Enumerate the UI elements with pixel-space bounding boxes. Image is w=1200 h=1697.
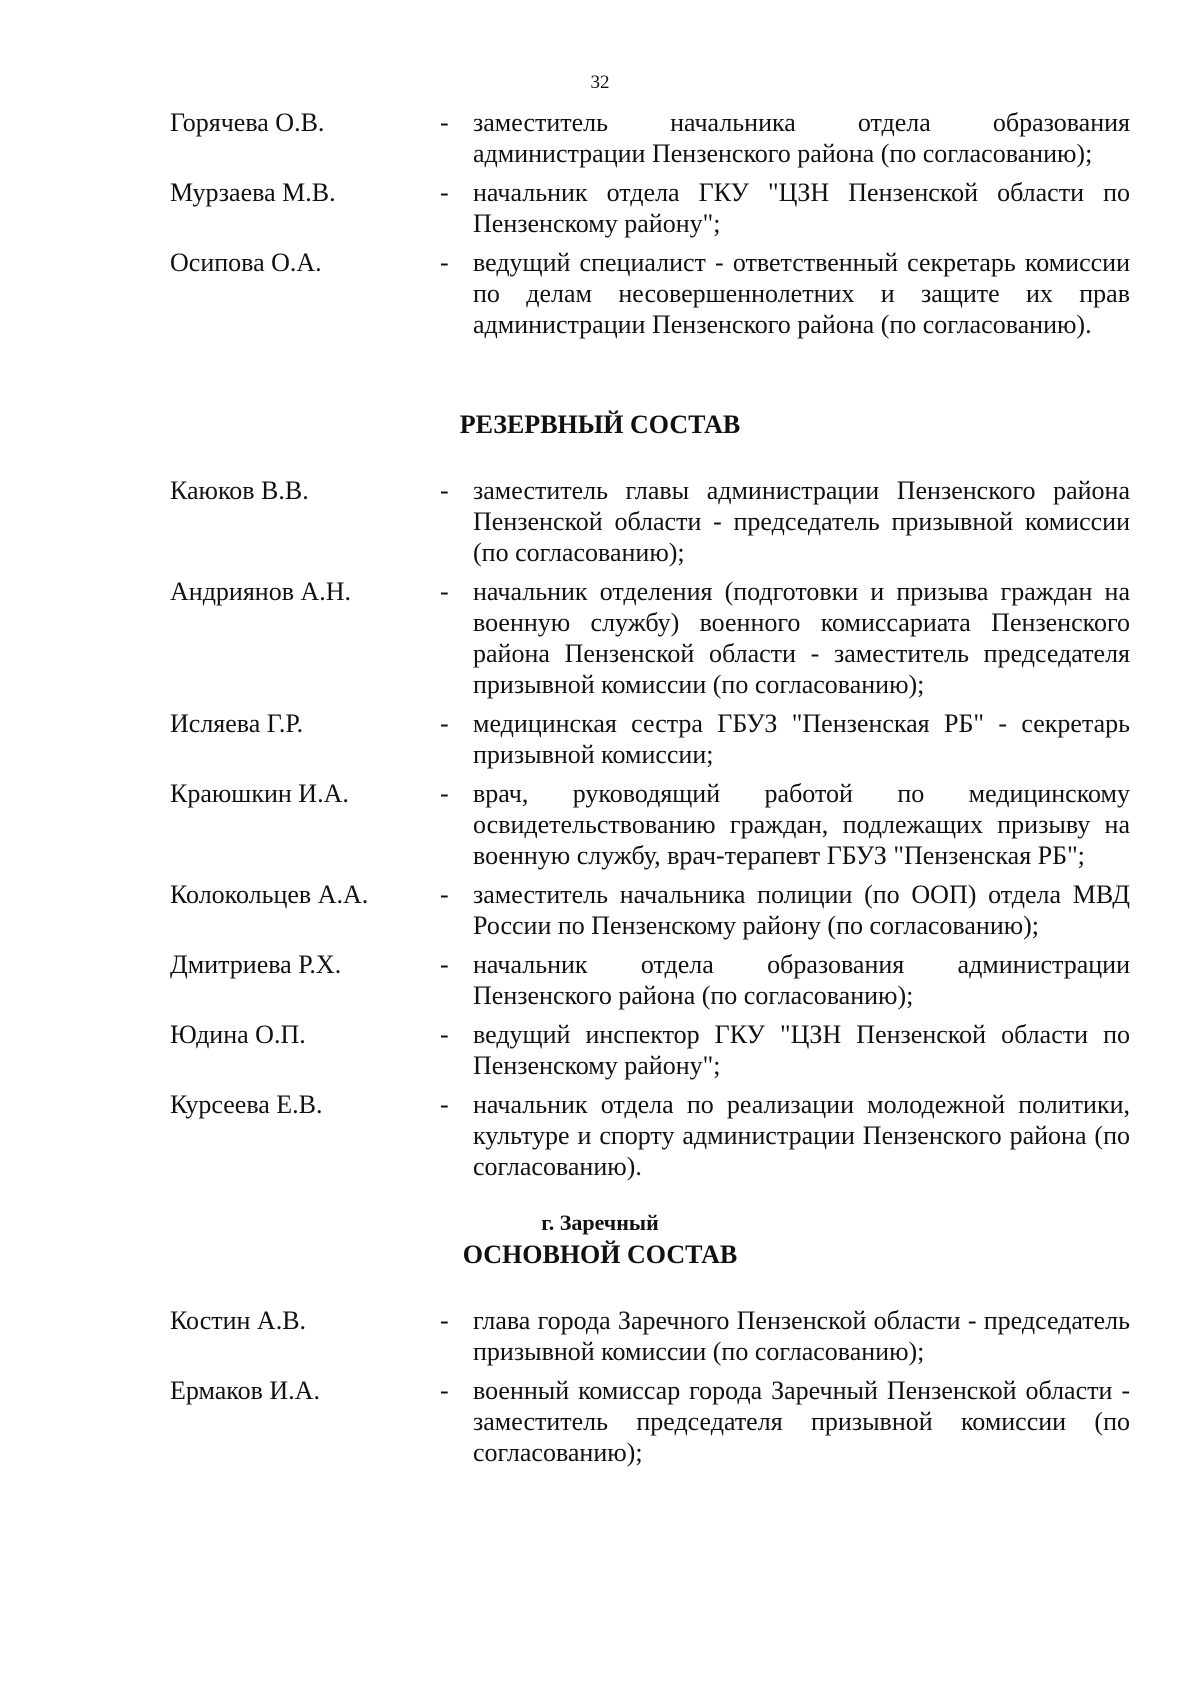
member-role: начальник отдела образования администрации Пензенского района (по согласованию); bbox=[473, 950, 1130, 1010]
dash: - bbox=[440, 178, 449, 207]
dash: - bbox=[440, 709, 449, 738]
member-role: ведущий специалист - ответственный секретарь комиссии по делам несовершеннолетних и защите их прав администрации Пензенского района (по согласованию). bbox=[473, 248, 1130, 339]
dash: - bbox=[440, 1376, 449, 1405]
member-role: глава города Заречного Пензенской области - председатель призывной комиссии (по согласованию); bbox=[473, 1306, 1130, 1366]
member-role: начальник отдела по реализации молодежной политики, культуре и спорту администрации Пензенского района (по согласованию). bbox=[473, 1090, 1130, 1181]
member-role: заместитель начальника отдела образования администрации Пензенского района (по согласованию); bbox=[473, 108, 1130, 168]
list-item bbox=[0, 576, 1200, 700]
member-name: Курсеева Е.В. bbox=[170, 1090, 323, 1119]
list-item bbox=[0, 708, 1200, 770]
member-name: Андриянов А.Н. bbox=[170, 577, 352, 606]
section-subheading-city: г. Заречный bbox=[541, 1210, 659, 1235]
member-role: военный комиссар города Заречный Пензенской области - заместитель председателя призывной комиссии (по согласованию); bbox=[473, 1376, 1130, 1467]
list-item bbox=[0, 107, 1200, 169]
member-name: Осипова О.А. bbox=[170, 248, 322, 277]
member-name: Горячева О.В. bbox=[170, 108, 325, 137]
member-role: начальник отделения (подготовки и призыва граждан на военную службу) военного комиссариата Пензенского района Пензенской области - заместитель председателя призывной комиссии (по согласованию); bbox=[473, 577, 1130, 699]
member-name: Каюков В.В. bbox=[170, 476, 309, 505]
member-role: врач, руководящий работой по медицинскому освидетельствованию граждан, подлежащих призыву на военную службу, врач-терапевт ГБУЗ "Пензенская РБ"; bbox=[473, 779, 1130, 870]
member-role: заместитель главы администрации Пензенского района Пензенской области - председатель призывной комиссии (по согласованию); bbox=[473, 476, 1130, 567]
dash: - bbox=[440, 108, 449, 137]
member-name: Исляева Г.Р. bbox=[170, 709, 304, 738]
member-name: Дмитриева Р.Х. bbox=[170, 950, 342, 979]
member-name: Ермаков И.А. bbox=[170, 1376, 320, 1405]
member-name: Колокольцев А.А. bbox=[170, 880, 369, 909]
member-role: заместитель начальника полиции (по ООП) отдела МВД России по Пензенскому району (по согласованию); bbox=[473, 880, 1130, 940]
dash: - bbox=[440, 476, 449, 505]
section-main-continued bbox=[0, 107, 1200, 348]
list-item bbox=[0, 879, 1200, 941]
list-item bbox=[0, 247, 1200, 340]
section-zarechny-main bbox=[0, 1305, 1200, 1476]
list-item bbox=[0, 1019, 1200, 1081]
list-item bbox=[0, 778, 1200, 871]
member-role: медицинская сестра ГБУЗ "Пензенская РБ" - секретарь призывной комиссии; bbox=[473, 709, 1130, 769]
member-name: Краюшкин И.А. bbox=[170, 779, 349, 808]
member-name: Мурзаева М.В. bbox=[170, 178, 336, 207]
dash: - bbox=[440, 1090, 449, 1119]
member-role: начальник отдела ГКУ "ЦЗН Пензенской области по Пензенскому району"; bbox=[473, 178, 1130, 238]
member-role: ведущий инспектор ГКУ "ЦЗН Пензенской области по Пензенскому району"; bbox=[473, 1020, 1130, 1080]
section-heading-reserve: РЕЗЕРВНЫЙ СОСТАВ bbox=[459, 410, 741, 439]
list-item bbox=[0, 177, 1200, 239]
list-item bbox=[0, 1305, 1200, 1367]
dash: - bbox=[440, 779, 449, 808]
dash: - bbox=[440, 248, 449, 277]
dash: - bbox=[440, 880, 449, 909]
page-number: 32 bbox=[590, 72, 610, 93]
dash: - bbox=[440, 577, 449, 606]
dash: - bbox=[440, 1020, 449, 1049]
list-item bbox=[0, 475, 1200, 568]
dash: - bbox=[440, 1306, 449, 1335]
member-name: Костин А.В. bbox=[170, 1306, 307, 1335]
list-item bbox=[0, 949, 1200, 1011]
section-reserve bbox=[0, 475, 1200, 1190]
section-heading-main: ОСНОВНОЙ СОСТАВ bbox=[462, 1240, 738, 1269]
list-item bbox=[0, 1089, 1200, 1182]
list-item bbox=[0, 1375, 1200, 1468]
member-name: Юдина О.П. bbox=[170, 1020, 306, 1049]
dash: - bbox=[440, 950, 449, 979]
